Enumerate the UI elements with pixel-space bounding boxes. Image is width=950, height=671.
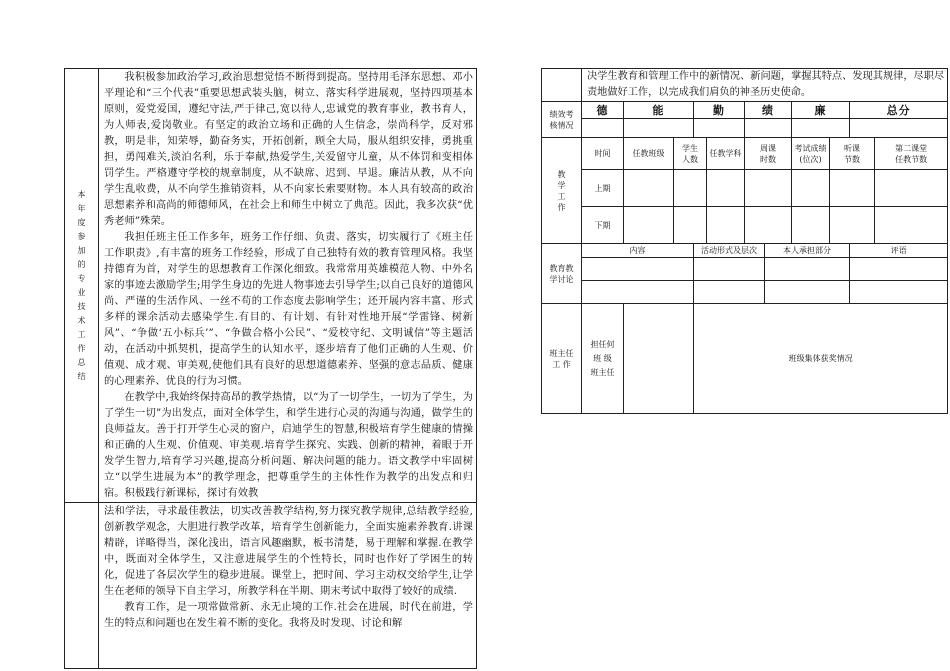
assessment-cell xyxy=(624,119,694,138)
teaching-label: 教 学 工 作 xyxy=(542,138,582,244)
research-form-header: 活动形式及层次 xyxy=(694,244,765,258)
work-summary-label: 本 年 度 参 加 的 专 业 技 术 工 作 总 结 xyxy=(65,69,99,503)
col-exam-rank: 考试成绩 (位次) xyxy=(792,138,830,170)
col-lessons-observed: 听课 节数 xyxy=(830,138,875,170)
assessment-diligence: 勤 xyxy=(694,102,745,119)
class-teacher-label: 班主任 工 作 xyxy=(542,304,582,414)
summary-paragraph: 法和学法，寻求最佳教法，切实改善教学结构,努力探究教学规律,总结教学经验,创新教学观念，大胆进行教学改革，培育学生创新能力，全面实施素养教育.讲课精辟，详略得当，深化浅出，语言风趣幽默，板书清楚，易于理解和掌握.在教学中，既面对全体学生，又注意进展学生的个性特长，同时也作好了学困生的转化，促进了各层次学生的稳步进展。课堂上，把时间、学习主动权交给学生,让学生在老师的领导下自主学习，所教学科在半期、期末考试中取得了较好的成绩. xyxy=(104,506,473,597)
summary-paragraph: 我积极参加政治学习,政治思想觉悟不断得到提高。坚持用毛泽东思想、邓小平理论和“三个代表”重要思想武装头脑，树立、落实科学进展观，坚持四项基本原则，爱党爱国，遵纪守法,严于律己,宽以待人,忠诚党的教育事业，教书育人，为人师表,爱岗敬业。有坚定的政治立场和正确的人生信念，崇尚科学，反对邪教，明是非，知荣辱，勤奋务实，开拓创新，顾全大局，服从组织安排，勇挑重担，勇闯难关,淡泊名利，乐于奉献,热爱学生,关爱留守儿童，从不体罚和变相体罚学生。严格遵守学校的规章制度，从不缺席、迟到、早退。廉洁从教，从不向学生乱收费，从不向学生推销资料，从不向家长索要财物。本人具有较高的政治思想素养和高尚的师德师风，在社会上和师生中树立了典范。因此，我多次获“优秀老师”殊荣。 xyxy=(104,72,473,227)
assessment-cell xyxy=(582,119,624,138)
assessment-label: 绩效考 核情况 xyxy=(542,102,582,138)
col-time: 时间 xyxy=(582,138,624,170)
work-summary-text xyxy=(99,69,477,503)
assessment-cell xyxy=(850,119,948,138)
work-summary-continued xyxy=(99,503,477,669)
assessment-integrity: 廉 xyxy=(792,102,850,119)
col-weekly-hours: 周课 时数 xyxy=(745,138,792,170)
continued-text: 决学生教育和管理工作中的新情况、新问题，掌握其特点、发现其规律，尽职尽责地做好工作，以完成我们肩负的神圣历史使命。 xyxy=(582,69,948,102)
class-honor-label: 班级集体获奖情况 xyxy=(694,304,948,414)
assessment-achievement: 绩 xyxy=(745,102,792,119)
summary-paragraph: 我担任班主任工作多年，班务工作仔细、负责、落实，切实履行了《班主任工作职责》,有丰富的班务工作经验，形成了自己独特有效的教育管理风格。我坚持德育为首，对学生的思想教育工作深化细致。我常常用英雄模范人物、中外名家的事迹去激励学生;用学生身边的先进人物事迹去引导学生;以自己良好的道德风尚、严谨的生活作风、一丝不苟的工作态度去影响学生；还开展内容丰富、形式多样的课余活动去感染学生.有目的、有计划、有针对性地开展“学雷锋、树新风”、“争做‘五小标兵’”、“争做合格小公民”、“爱校守纪、文明诚信”等主题活动，在活动中抓契机，提高学生的认知水平，逐步培育了他们正确的人生观、价值观、成才观、审美观,使他们具有良好的思想道德素养、坚强的意志品质、健康的心理素养、优良的行为习惯。 xyxy=(104,232,473,387)
col-class: 任教班级 xyxy=(624,138,674,170)
row-first-term: 上期 xyxy=(582,170,624,207)
blank-cell xyxy=(542,69,582,102)
work-summary-table xyxy=(64,68,477,669)
class-name-cell xyxy=(624,304,694,414)
research-label: 教育教 学讨论 xyxy=(542,244,582,304)
col-students: 学生 人数 xyxy=(674,138,707,170)
assessment-total: 总分 xyxy=(850,102,948,119)
research-content-header: 内容 xyxy=(582,244,694,258)
assessment-cell xyxy=(745,119,792,138)
row-second-term: 下期 xyxy=(582,207,624,244)
empty-label-cell xyxy=(65,503,99,669)
summary-paragraph: 在教学中,我始终保持高昂的教学热情，以“为了一切学生，一切为了学生，为了学生一切”为出发点，面对全体学生，和学生进行心灵的沟通与沟通，做学生的良师益友。善于打开学生心灵的窗户，启迪学生的智慧,积极培育学生健康的情操和正确的人生观、价值观、审美观.培育学生探究、实践、创新的精神，着眼于开发学生智力,培育学习兴趣,提高分析问题、解决问题的能力。语文教学中牢固树立“以学生进展为本”的教学理念，把尊重学生的主体性作为教学的出发点和归宿。积极践行新课标，探讨有效教 xyxy=(104,392,473,499)
assessment-cell xyxy=(792,119,850,138)
research-comment-header: 评语 xyxy=(850,244,948,258)
assessment-ability: 能 xyxy=(624,102,694,119)
evaluation-table xyxy=(541,68,948,414)
research-role-header: 本人承担部分 xyxy=(765,244,850,258)
assessment-virtue: 德 xyxy=(582,102,624,119)
class-teacher-sublabel: 担任何 班 级 班主任 xyxy=(582,304,624,414)
summary-paragraph: 教育工作，是一项常做常新、永无止境的工作.社会在进展，时代在前进，学生的特点和问题也在发生着不断的变化。我将及时发现、讨论和解 xyxy=(104,602,473,629)
assessment-cell xyxy=(694,119,745,138)
col-subject: 任教学科 xyxy=(707,138,745,170)
col-second-classroom: 第二课堂 任教节数 xyxy=(875,138,948,170)
